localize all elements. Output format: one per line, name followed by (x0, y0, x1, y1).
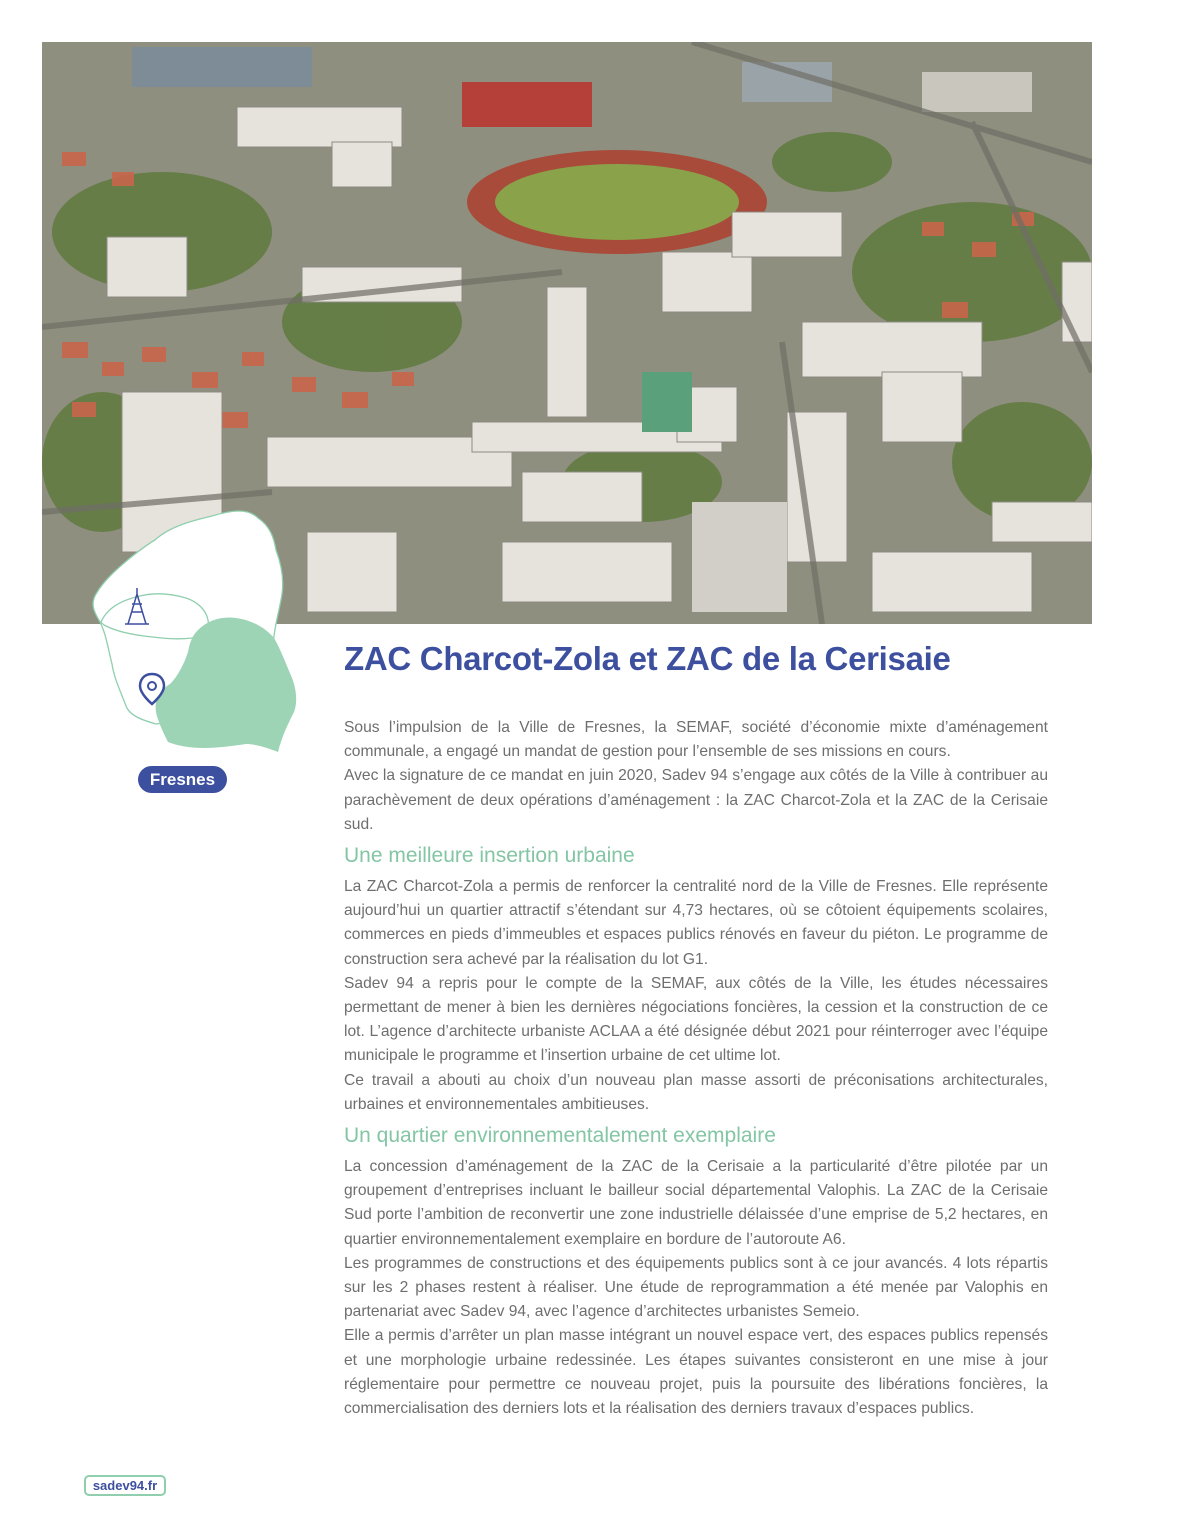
section1-paragraph: La ZAC Charcot-Zola a permis de renforcer la centralité nord de la Ville de Fresnes. Elle représente aujourd’hui un quartier attractif s’étendant sur 4,73 hectares, où se côtoient équipements scolaires, commerces en pieds d’immeubles et espaces publics rénovés en faveur du piéton. Le programme de construction sera achevé par la réalisation du lot G1. (344, 878, 1048, 968)
locator-map-graphic (60, 508, 300, 758)
section1-paragraph: Sadev 94 a repris pour le compte de la SEMAF, aux côtés de la Ville, les études nécessaires permettant de mener à bien les dernières négociations foncières, la cession et la construction de ce lot. L’agence d’architecte urbaniste ACLAA a été désignée début 2021 pour réinterroger avec l’équipe municipale le programme et l’insertion urbaine de cet ultime lot. (344, 974, 1048, 1065)
article-body (344, 716, 1048, 1421)
section-heading-environnement: Un quartier environnementalement exemplaire (344, 1124, 776, 1148)
section2-paragraph: Les programmes de constructions et des équipements publics sont à ce jour avancés. 4 lots répartis sur les 2 phases restent à réaliser. Une étude de reprogrammation a été menée par Valophis en partenariat avec Sadev 94, avec l’agence d’architectes urbanistes Semeio. (344, 1254, 1048, 1321)
intro-paragraph: Avec la signature de ce mandat en juin 2020, Sadev 94 s’engage aux côtés de la Ville à contribuer au parachèvement de deux opérations d’aménagement : la ZAC Charcot-Zola et la ZAC de la Cerisaie sud. (344, 767, 1048, 833)
section2-paragraph: La concession d’aménagement de la ZAC de la Cerisaie a la particularité d’être pilotée par un groupement d’entreprises incluant le bailleur social départemental Valophis. La ZAC de la Cerisaie Sud porte l’ambition de reconvertir une zone industrielle délaissée d’une emprise de 5,2 hectares, en quartier environnementalement exemplaire en bordure de l’autoroute A6. (344, 1158, 1048, 1248)
page-title: ZAC Charcot-Zola et ZAC de la Cerisaie (344, 640, 951, 677)
city-badge: Fresnes (138, 766, 227, 793)
section-heading-insertion: Une meilleure insertion urbaine (344, 844, 635, 868)
section2-paragraph: Elle a permis d’arrêter un plan masse intégrant un nouvel espace vert, des espaces publics repensés et une morphologie urbaine redessinée. Les étapes suivantes consisteront en une mise à jour réglementaire pour permettre ce nouveau projet, puis la poursuite des libérations foncières, la commercialisation des derniers lots et la réalisation des derniers travaux d’espaces publics. (344, 1327, 1048, 1418)
section1-paragraph: Ce travail a abouti au choix d’un nouveau plan masse assorti de préconisations architecturales, urbaines et environnementales ambitieuses. (344, 1071, 1048, 1113)
locator-map (60, 508, 300, 758)
intro-paragraph: Sous l’impulsion de la Ville de Fresnes, la SEMAF, société d’économie mixte d’aménagement communale, a engagé un mandat de gestion pour l’ensemble de ses missions en cours. (344, 719, 1048, 761)
footer-website-link[interactable]: sadev94.fr (84, 1475, 166, 1496)
